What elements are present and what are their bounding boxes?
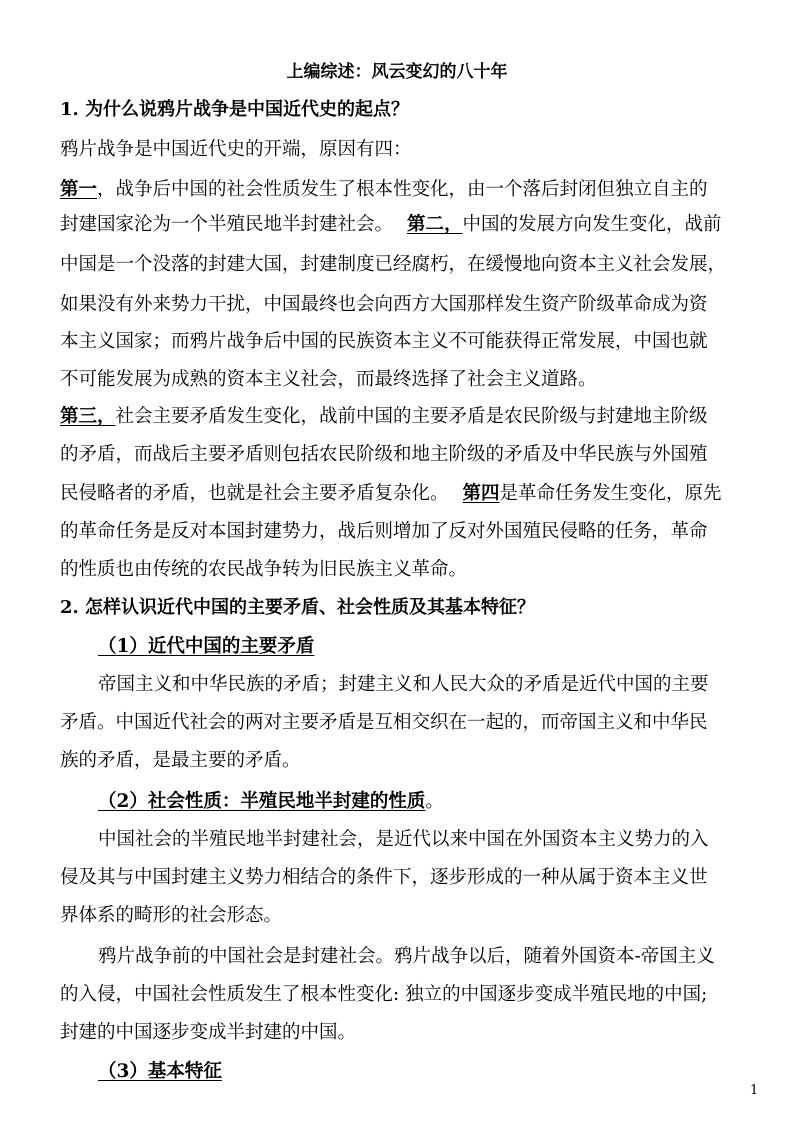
question-2-heading: 2. 怎样认识近代中国的主要矛盾、社会性质及其基本特征？ <box>60 597 536 618</box>
paragraph-line: 鸦片战争前的中国社会是封建社会。鸦片战争以后，随着外国资本-帝国主义 <box>98 946 715 967</box>
section-1-heading: （1）近代中国的主要矛盾 <box>98 636 315 657</box>
paragraph-line: 如果没有外来势力干扰，中国最终也会向西方大国那样发生资产阶级革命成为资 <box>60 294 708 315</box>
point-label-first: 第一 <box>60 179 98 200</box>
point-label-second: 第二， <box>407 214 463 235</box>
paragraph-line: 本主义国家；而鸦片战争后中国的民族资本主义不可能获得正常发展，中国也就 <box>60 331 708 352</box>
paragraph-line: 的性质也由传统的农民战争转为旧民族主义革命。 <box>60 559 468 580</box>
paragraph-line: 中国是一个没落的封建大国，封建制度已经腐朽，在缓慢地向资本主义社会发展， <box>60 254 727 275</box>
paragraph-text: 民侵略者的矛盾，也就是社会主要矛盾复杂化。 <box>60 483 449 504</box>
paragraph-line: 封建的中国逐步变成半封建的中国。 <box>60 1022 357 1043</box>
paragraph-line <box>60 482 722 506</box>
paragraph-line: 的革命任务是反对本国封建势力，战后则增加了反对外国殖民侵略的任务，革命 <box>60 521 708 542</box>
paragraph-line <box>60 405 708 429</box>
point-label-third: 第三， <box>60 406 116 427</box>
paragraph-line: 界体系的畸形的社会形态。 <box>60 905 283 926</box>
page-number: 1 <box>750 1083 759 1098</box>
question-1-heading: 1. 为什么说鸦片战争是中国近代史的起点？ <box>60 99 410 120</box>
paragraph-text: 是革命任务发生变化，原先 <box>499 483 722 504</box>
paragraph-text: 社会主要矛盾发生变化，战前中国的主要矛盾是农民阶级与封建地主阶级 <box>115 406 708 427</box>
paragraph-line: 矛盾。中国近代社会的两对主要矛盾是互相交织在一起的，而帝国主义和中华民 <box>60 712 708 733</box>
point-label-fourth: 第四 <box>462 483 500 504</box>
paragraph-line: 中国社会的半殖民地半封建社会，是近代以来中国在外国资本主义势力的入 <box>98 829 709 850</box>
question-1-intro: 鸦片战争是中国近代史的开端，原因有四： <box>60 139 412 160</box>
section-2-heading-text: （2）社会性质：半殖民地半封建的性质 <box>98 791 426 812</box>
paragraph-line: 侵及其与中国封建主义势力相结合的条件下，逐步形成的一种从属于资本主义世 <box>60 867 708 888</box>
section-2-heading <box>98 790 444 814</box>
section-3-heading: （3）基本特征 <box>98 1061 222 1082</box>
paragraph-line: 的矛盾，而战后主要矛盾则包括农民阶级和地主阶级的矛盾及中华民族与外国殖 <box>60 444 708 465</box>
paragraph-line <box>60 213 722 237</box>
paragraph-line: 的入侵，中国社会性质发生了根本性变化: 独立的中国逐步变成半殖民地的中国; <box>60 984 708 1005</box>
paragraph-text: 中国的发展方向发生变化，战前 <box>462 214 722 235</box>
paragraph-line: 帝国主义和中华民族的矛盾；封建主义和人民大众的矛盾是近代中国的主要 <box>98 674 709 695</box>
paragraph-text: ，战争后中国的社会性质发生了根本性变化，由一个落后封闭但独立自主的 <box>97 179 708 200</box>
page-title: 上编综述：风云变幻的八十年 <box>286 62 508 82</box>
paragraph-line: 不可能发展为成熟的资本主义社会，而最终选择了社会主义道路。 <box>60 369 597 390</box>
paragraph-text: 封建国家沦为一个半殖民地半封建社会。 <box>60 214 394 235</box>
paragraph-line <box>60 178 708 202</box>
paragraph-line: 族的矛盾，是最主要的矛盾。 <box>60 750 301 771</box>
section-2-heading-tail: 。 <box>425 791 444 812</box>
